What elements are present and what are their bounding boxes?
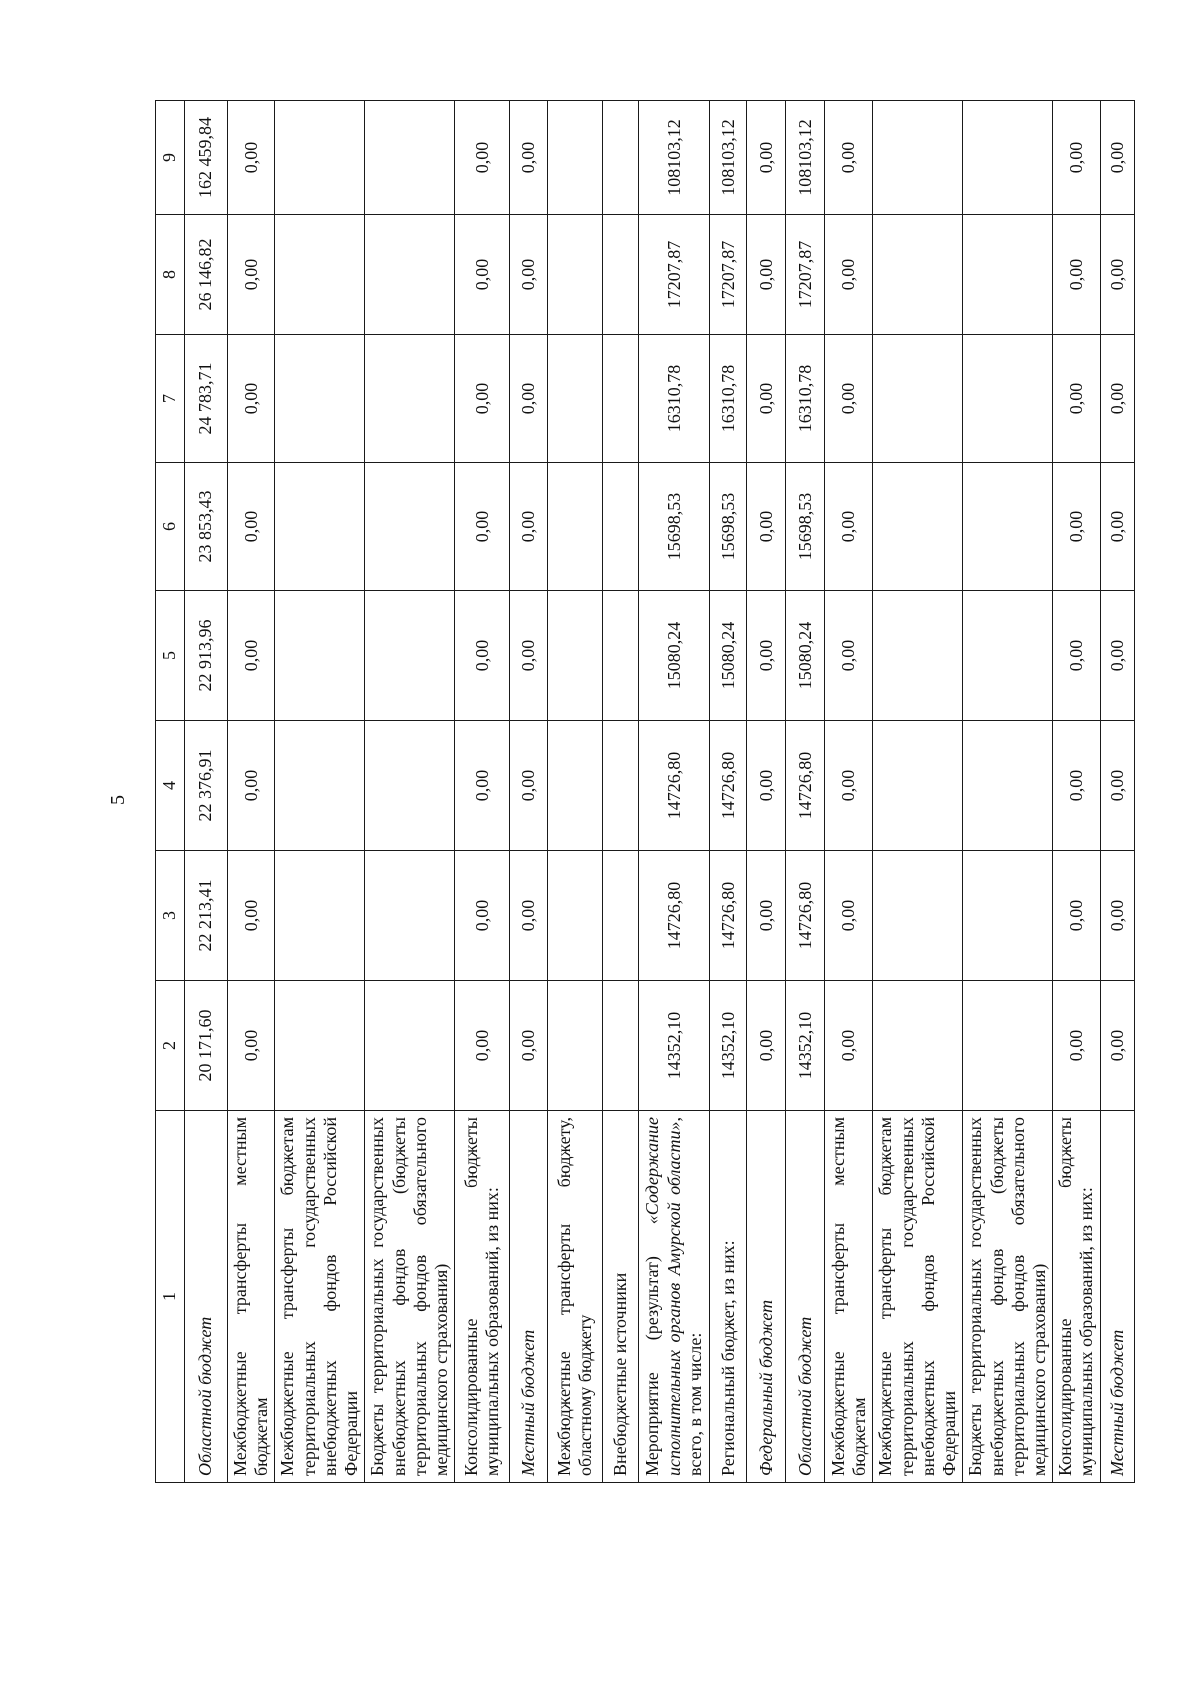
value-cell: 0,00 (510, 335, 548, 463)
row-label-suffix: , всего, в том числе: (663, 1117, 705, 1476)
row-label-italic: «Содержание исполнительных органов Амурской области» (642, 1117, 684, 1476)
table-row (548, 101, 603, 1483)
value-cell: 15080,24 (786, 591, 825, 721)
value-cell: 0,00 (228, 851, 275, 981)
value-cell: 0,00 (510, 463, 548, 591)
value-cell (365, 851, 455, 981)
rotated-table-container (155, 101, 1127, 1483)
budget-table (155, 100, 1135, 1483)
value-cell: 15698,53 (786, 463, 825, 591)
value-cell (275, 463, 365, 591)
value-cell: 26 146,82 (185, 215, 228, 335)
value-cell: 23 853,43 (185, 463, 228, 591)
value-cell (603, 215, 639, 335)
value-cell (548, 463, 603, 591)
value-cell (603, 721, 639, 851)
value-cell: 108103,12 (639, 101, 710, 215)
value-cell (963, 981, 1053, 1111)
value-cell (603, 335, 639, 463)
value-cell (548, 851, 603, 981)
value-cell: 14726,80 (710, 851, 747, 981)
value-cell: 0,00 (1100, 981, 1134, 1111)
value-cell (365, 463, 455, 591)
value-cell: 162 459,84 (185, 101, 228, 215)
header-row (156, 101, 185, 1483)
value-cell (603, 591, 639, 721)
value-cell: 0,00 (510, 721, 548, 851)
value-cell: 14726,80 (639, 721, 710, 851)
value-cell (275, 981, 365, 1111)
column-header: 1 (156, 1111, 185, 1483)
value-cell (365, 215, 455, 335)
value-cell (963, 591, 1053, 721)
value-cell: 15698,53 (710, 463, 747, 591)
value-cell: 0,00 (747, 101, 786, 215)
value-cell: 0,00 (825, 463, 873, 591)
value-cell: 15080,24 (639, 591, 710, 721)
value-cell: 0,00 (1100, 851, 1134, 981)
row-label: Местный бюджет (1100, 1111, 1134, 1483)
row-label: Межбюджетные трансферты местным бюджетам (228, 1111, 275, 1483)
value-cell: 0,00 (510, 215, 548, 335)
value-cell: 14352,10 (639, 981, 710, 1111)
table-row (275, 101, 365, 1483)
value-cell: 14726,80 (639, 851, 710, 981)
table-body (156, 101, 1135, 1483)
value-cell: 0,00 (455, 851, 510, 981)
value-cell (963, 721, 1053, 851)
value-cell: 0,00 (228, 591, 275, 721)
row-label: Региональный бюджет, из них: (710, 1111, 747, 1483)
value-cell (873, 335, 963, 463)
value-cell (548, 215, 603, 335)
row-label (639, 1111, 710, 1483)
value-cell: 0,00 (1053, 721, 1100, 851)
value-cell: 0,00 (747, 215, 786, 335)
value-cell: 0,00 (1053, 591, 1100, 721)
table-row (786, 101, 825, 1483)
value-cell: 0,00 (1053, 463, 1100, 591)
column-header: 5 (156, 591, 185, 721)
value-cell (275, 101, 365, 215)
value-cell (548, 335, 603, 463)
table-row (510, 101, 548, 1483)
row-label: Межбюджетные трансферты бюджетам территориальных государственных внебюджетных фондов Российской Федерации (275, 1111, 365, 1483)
value-cell (275, 215, 365, 335)
value-cell: 0,00 (510, 851, 548, 981)
column-header: 7 (156, 335, 185, 463)
value-cell (873, 463, 963, 591)
value-cell: 0,00 (455, 335, 510, 463)
value-cell: 0,00 (228, 215, 275, 335)
table-row (1100, 101, 1134, 1483)
value-cell: 14726,80 (786, 721, 825, 851)
value-cell: 17207,87 (710, 215, 747, 335)
value-cell: 0,00 (1053, 215, 1100, 335)
value-cell (963, 851, 1053, 981)
table-row (825, 101, 873, 1483)
table-row (455, 101, 510, 1483)
value-cell (603, 463, 639, 591)
column-header: 8 (156, 215, 185, 335)
table-row (710, 101, 747, 1483)
value-cell (963, 215, 1053, 335)
value-cell (603, 981, 639, 1111)
row-label-prefix: Мероприятие (результат) (642, 1224, 663, 1476)
value-cell: 0,00 (747, 721, 786, 851)
value-cell: 0,00 (1053, 981, 1100, 1111)
value-cell: 0,00 (455, 463, 510, 591)
value-cell: 14352,10 (710, 981, 747, 1111)
value-cell (548, 721, 603, 851)
value-cell: 15080,24 (710, 591, 747, 721)
value-cell: 0,00 (455, 215, 510, 335)
value-cell: 0,00 (455, 101, 510, 215)
value-cell: 0,00 (1053, 101, 1100, 215)
value-cell: 14726,80 (786, 851, 825, 981)
value-cell: 0,00 (1100, 591, 1134, 721)
value-cell: 0,00 (455, 591, 510, 721)
value-cell: 0,00 (1100, 101, 1134, 215)
value-cell: 0,00 (825, 981, 873, 1111)
value-cell: 17207,87 (639, 215, 710, 335)
value-cell: 0,00 (747, 335, 786, 463)
value-cell (873, 591, 963, 721)
row-label: Межбюджетные трансферты бюджету, областному бюджету (548, 1111, 603, 1483)
value-cell (873, 981, 963, 1111)
value-cell: 0,00 (228, 721, 275, 851)
value-cell (603, 101, 639, 215)
column-header: 2 (156, 981, 185, 1111)
page-number: 5 (107, 795, 129, 805)
value-cell (873, 215, 963, 335)
value-cell: 0,00 (747, 463, 786, 591)
row-label: Областной бюджет (786, 1111, 825, 1483)
value-cell (963, 463, 1053, 591)
value-cell (873, 851, 963, 981)
value-cell: 0,00 (1100, 335, 1134, 463)
value-cell: 16310,78 (786, 335, 825, 463)
value-cell (275, 851, 365, 981)
row-label: Областной бюджет (185, 1111, 228, 1483)
table-row (365, 101, 455, 1483)
value-cell: 24 783,71 (185, 335, 228, 463)
table-row (639, 101, 710, 1483)
row-label: Межбюджетные трансферты местным бюджетам (825, 1111, 873, 1483)
value-cell: 22 376,91 (185, 721, 228, 851)
value-cell (963, 101, 1053, 215)
value-cell (365, 335, 455, 463)
value-cell (365, 981, 455, 1111)
value-cell (548, 981, 603, 1111)
table-row (1053, 101, 1100, 1483)
value-cell: 0,00 (228, 981, 275, 1111)
value-cell: 0,00 (228, 335, 275, 463)
value-cell: 0,00 (455, 721, 510, 851)
value-cell (365, 591, 455, 721)
column-header: 6 (156, 463, 185, 591)
column-header: 3 (156, 851, 185, 981)
value-cell: 0,00 (747, 591, 786, 721)
row-label: Бюджеты территориальных государственных внебюджетных фондов (бюджеты территориальных фондов обязательного медицинского страхования) (365, 1111, 455, 1483)
value-cell (548, 101, 603, 215)
value-cell: 0,00 (510, 591, 548, 721)
value-cell: 0,00 (825, 851, 873, 981)
value-cell: 0,00 (1053, 851, 1100, 981)
value-cell: 0,00 (825, 215, 873, 335)
value-cell (873, 721, 963, 851)
value-cell: 22 913,96 (185, 591, 228, 721)
table-row (185, 101, 228, 1483)
value-cell: 16310,78 (710, 335, 747, 463)
value-cell (603, 851, 639, 981)
value-cell (365, 721, 455, 851)
value-cell (963, 335, 1053, 463)
value-cell: 0,00 (510, 101, 548, 215)
row-label: Бюджеты территориальных государственных внебюджетных фондов (бюджеты территориальных фондов обязательного медицинского страхования) (963, 1111, 1053, 1483)
value-cell: 0,00 (510, 981, 548, 1111)
table-row (603, 101, 639, 1483)
value-cell: 0,00 (825, 335, 873, 463)
value-cell: 20 171,60 (185, 981, 228, 1111)
value-cell: 16310,78 (639, 335, 710, 463)
value-cell: 14352,10 (786, 981, 825, 1111)
value-cell: 108103,12 (710, 101, 747, 215)
value-cell: 108103,12 (786, 101, 825, 215)
value-cell: 0,00 (1100, 463, 1134, 591)
column-header: 4 (156, 721, 185, 851)
row-label: Федеральный бюджет (747, 1111, 786, 1483)
value-cell: 14726,80 (710, 721, 747, 851)
row-label: Консолидированные бюджеты муниципальных образований, из них: (1053, 1111, 1100, 1483)
table-row (228, 101, 275, 1483)
table-row (873, 101, 963, 1483)
value-cell: 17207,87 (786, 215, 825, 335)
value-cell (365, 101, 455, 215)
value-cell: 22 213,41 (185, 851, 228, 981)
table-row (747, 101, 786, 1483)
value-cell: 0,00 (228, 101, 275, 215)
row-label: Консолидированные бюджеты муниципальных образований, из них: (455, 1111, 510, 1483)
row-label: Местный бюджет (510, 1111, 548, 1483)
value-cell: 15698,53 (639, 463, 710, 591)
value-cell (275, 591, 365, 721)
value-cell: 0,00 (825, 721, 873, 851)
value-cell: 0,00 (1053, 335, 1100, 463)
row-label: Внебюджетные источники (603, 1111, 639, 1483)
value-cell (548, 591, 603, 721)
value-cell: 0,00 (747, 981, 786, 1111)
value-cell: 0,00 (228, 463, 275, 591)
value-cell: 0,00 (1100, 721, 1134, 851)
value-cell: 0,00 (1100, 215, 1134, 335)
value-cell (275, 335, 365, 463)
value-cell: 0,00 (825, 591, 873, 721)
value-cell (275, 721, 365, 851)
value-cell: 0,00 (455, 981, 510, 1111)
value-cell (873, 101, 963, 215)
row-label: Межбюджетные трансферты бюджетам территориальных государственных внебюджетных фондов Российской Федерации (873, 1111, 963, 1483)
value-cell: 0,00 (825, 101, 873, 215)
column-header: 9 (156, 101, 185, 215)
value-cell: 0,00 (747, 851, 786, 981)
table-row (963, 101, 1053, 1483)
